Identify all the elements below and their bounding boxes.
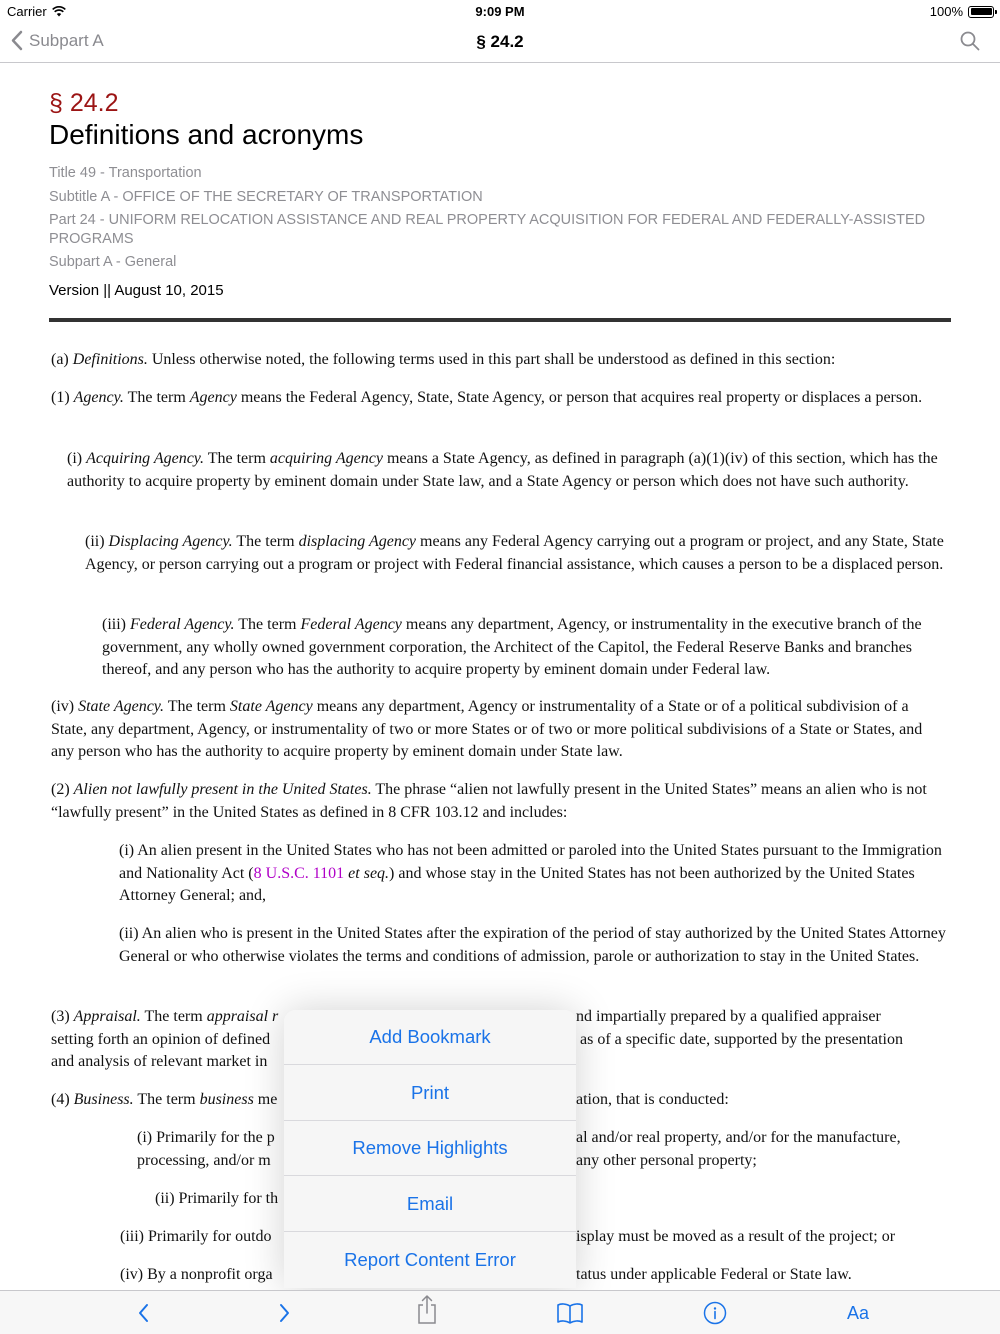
share-icon: [415, 1293, 439, 1325]
print-button[interactable]: Print: [284, 1066, 576, 1121]
paragraph-3-left-1: (3) Appraisal. The term appraisal r: [51, 1008, 279, 1025]
nav-title: § 24.2: [476, 32, 524, 51]
paragraph-1-iv: (iv) State Agency. The term State Agency means any department, Agency or instrumentality of a State or of a political subdivision of a State, any department, Agency, or instrumentality of two or more States or of two or more political subdivisions of a State or States, and any person who has the authority to acquire property by eminent domain under State law.: [51, 698, 923, 761]
share-button[interactable]: [412, 1295, 442, 1323]
paragraph-3-right-2: as of a specific date, supported by the presentation: [580, 1031, 903, 1048]
search-icon: [960, 31, 980, 51]
paragraph-4-iv-right: tatus under applicable Federal or State law.: [576, 1266, 852, 1283]
paragraph-a: (a) Definitions. Unless otherwise noted, the following terms used in this part shall be understood as defined in this section:: [51, 351, 836, 368]
add-bookmark-button[interactable]: Add Bookmark: [284, 1010, 576, 1065]
paragraph-2-ii: (ii) An alien who is present in the United States after the expiration of the period of stay authorized by the United States Attorney General or who otherwise violates the terms and conditions of admission, parole or authorization to stay in the United States.: [119, 925, 946, 965]
title-line: Title 49 - Transportation: [49, 165, 202, 181]
header-divider: [49, 318, 951, 322]
info-icon: [703, 1301, 727, 1325]
paragraph-2-i: (i) An alien present in the United States who has not been admitted or paroled into the United States pursuant to the Immigration and Nationality Act (8 U.S.C. 1101 et seq.) and whose stay in the United States has not been authorized by the United States Attorney General; and,: [119, 842, 942, 905]
paragraph-3-right-1: nd impartially prepared by a qualified appraiser: [576, 1008, 881, 1025]
section-number: § 24.2: [49, 89, 119, 117]
part-line: Part 24 - UNIFORM RELOCATION ASSISTANCE AND REAL PROPERTY ACQUISITION FOR FEDERAL AND FEDERALLY-ASSISTED PROGRAMS: [49, 212, 926, 247]
text-size-button[interactable]: [842, 1299, 874, 1327]
report-content-error-button[interactable]: Report Content Error: [344, 1248, 516, 1270]
paragraph-1-iii: (iii) Federal Agency. The term Federal Agency means any department, Agency, or instrumentality in the executive branch of the government, any wholly owned government corporation, the Architect of the Capitol, the Federal Reserve Banks and branches thereof, and any person who has the authority to acquire property by eminent domain under Federal law.: [102, 616, 922, 679]
paragraph-3-left-2: setting forth an opinion of defined: [51, 1031, 271, 1048]
remove-highlights-button[interactable]: Remove Highlights: [284, 1121, 576, 1176]
book-icon: [556, 1302, 584, 1324]
usc-link[interactable]: 8 U.S.C. 1101: [253, 864, 345, 882]
chevron-right-icon: [278, 1302, 292, 1324]
battery-indicator: [930, 4, 994, 19]
next-section-button[interactable]: [270, 1299, 300, 1327]
paragraph-4-right: ation, that is conducted:: [576, 1091, 729, 1108]
email-button[interactable]: Email: [284, 1177, 576, 1232]
paragraph-4-ii-left: (ii) Primarily for th: [155, 1190, 279, 1207]
paragraph-4-iii-right: isplay must be moved as a result of the project; or: [576, 1228, 896, 1245]
carrier-label: Carrier: [7, 4, 47, 19]
status-time: 9:09 PM: [475, 4, 525, 19]
back-button-label: Subpart A: [29, 30, 104, 50]
paragraph-4-i-left-2: processing, and/or m: [137, 1152, 271, 1169]
paragraph-1: (1) Agency. The term Agency means the Federal Agency, State, State Agency, or person that acquires real property or displaces a person.: [51, 389, 923, 406]
paragraph-1-i: (i) Acquiring Agency. The term acquiring Agency means a State Agency, as defined in paragraph (a)(1)(iv) of this section, which has the authority to acquire property by eminent domain under State law, and a State Agency or person which does not have such authority.: [67, 450, 938, 490]
paragraph-4-i-left-1: (i) Primarily for the p: [137, 1129, 275, 1146]
battery-percent: 100%: [929, 4, 963, 19]
paragraph-4-i-right-1: al and/or real property, and/or for the manufacture,: [576, 1129, 901, 1146]
paragraph-2: (2) Alien not lawfully present in the United States. The phrase “alien not lawfully present in the United States” means an alien who is not “lawfully present” in the United States as defined in 8 CFR 103.12 and includes:: [51, 781, 927, 821]
navigation-bar: [0, 22, 1000, 63]
subtitle-line: Subtitle A - OFFICE OF THE SECRETARY OF TRANSPORTATION: [49, 189, 483, 205]
search-button[interactable]: [960, 31, 980, 56]
paragraph-4-left: (4) Business. The term business me: [51, 1091, 278, 1108]
paragraph-3-left-3: and analysis of relevant market in: [51, 1053, 268, 1070]
bottom-toolbar: [0, 1290, 1000, 1334]
paragraph-4-iv-left: (iv) By a nonprofit orga: [120, 1266, 273, 1283]
info-button[interactable]: [700, 1299, 730, 1327]
battery-icon: [968, 6, 994, 18]
paragraph-1-ii: (ii) Displacing Agency. The term displacing Agency means any Federal Agency carrying out a program or project, and any State, State Agency, or person carrying out a program or project with Federal financial assistance, which causes a person to be a displaced person.: [85, 533, 944, 573]
version-line: Version || August 10, 2015: [49, 282, 224, 299]
chevron-left-icon: [136, 1302, 150, 1324]
bookmarks-button[interactable]: [555, 1299, 585, 1327]
status-bar: [0, 0, 1000, 22]
section-title: Definitions and acronyms: [49, 119, 364, 150]
paragraph-4-i-right-2: any other personal property;: [576, 1152, 757, 1169]
text-size-icon: Aa: [846, 1302, 870, 1323]
paragraph-4-iii-left: (iii) Primarily for outdo: [120, 1228, 272, 1245]
previous-section-button[interactable]: [128, 1299, 158, 1327]
subpart-line: Subpart A - General: [49, 254, 177, 270]
share-menu-popover: [284, 1010, 576, 1288]
